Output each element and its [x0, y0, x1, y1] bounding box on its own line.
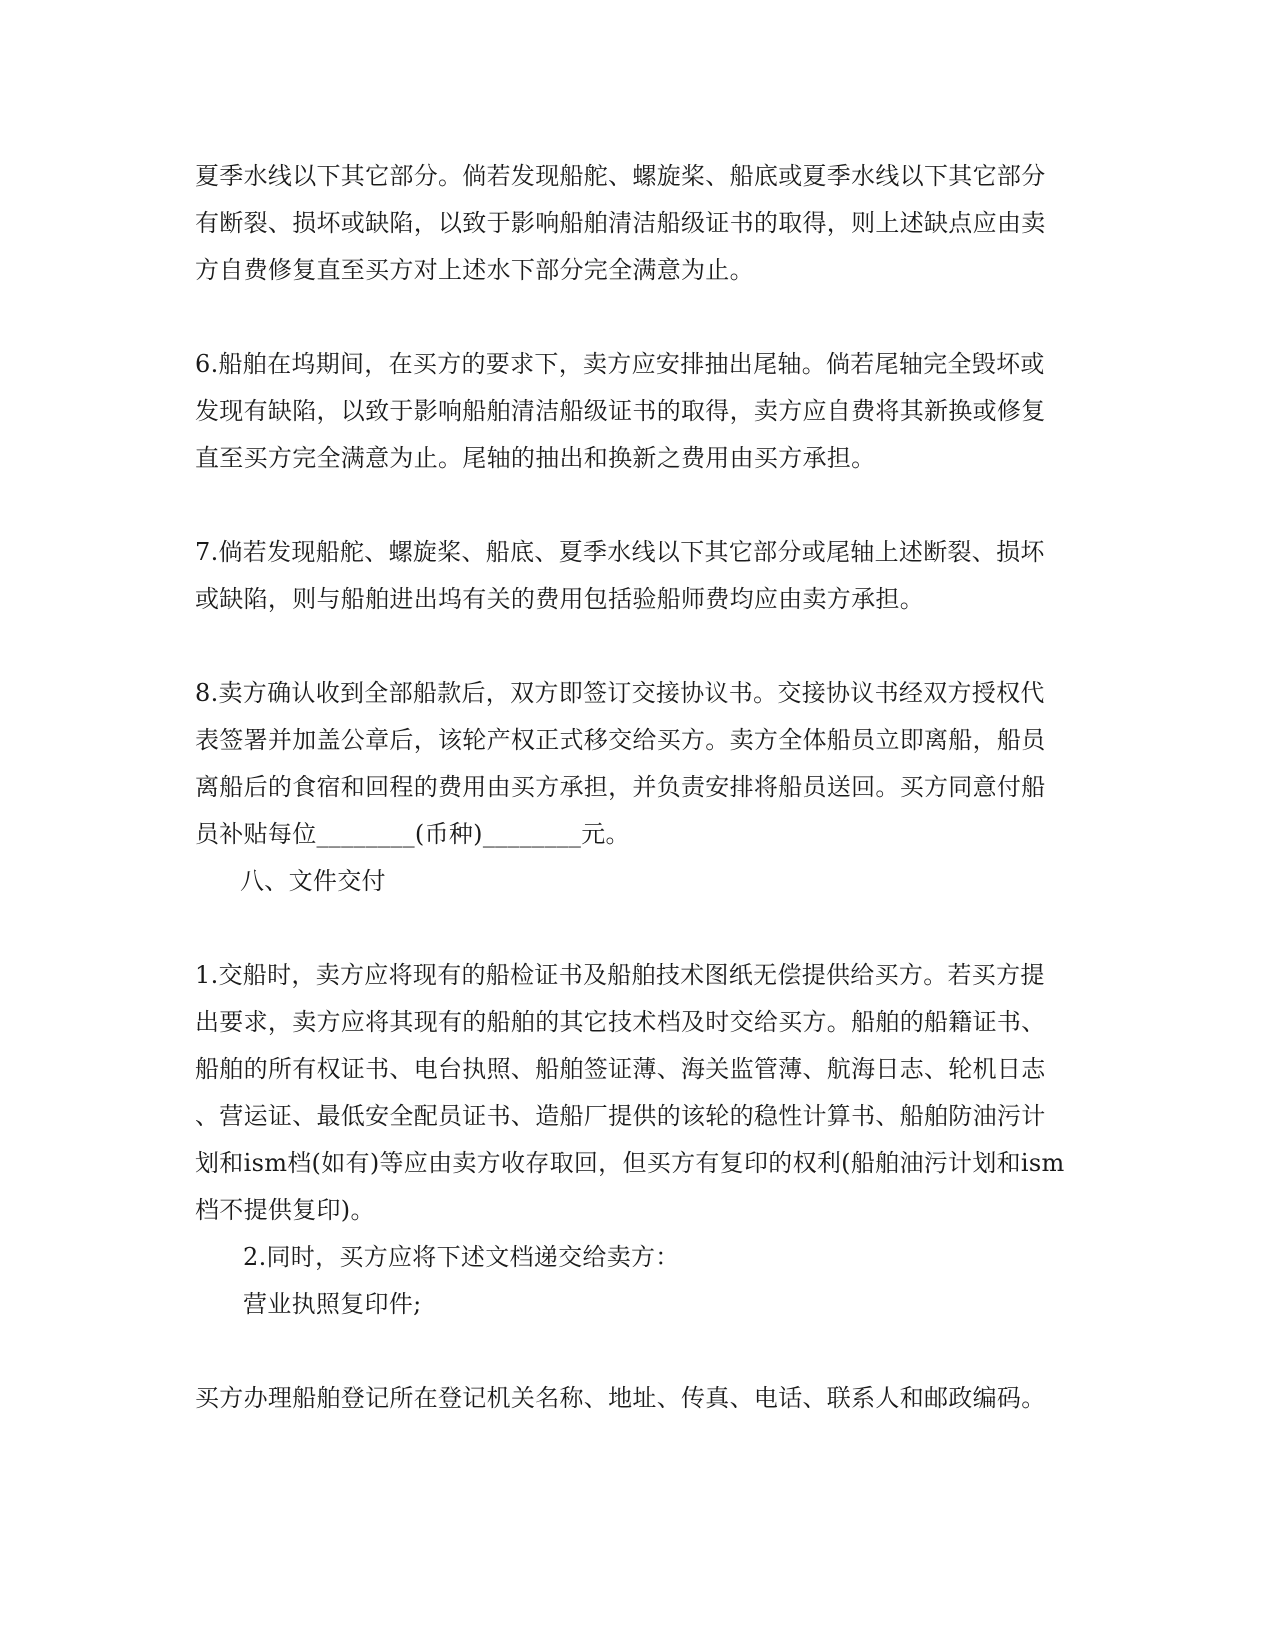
paragraph-line: 6.船舶在坞期间，在买方的要求下，卖方应安排抽出尾轴。倘若尾轴完全毁坏或	[195, 350, 1045, 378]
paragraph-line: 或缺陷，则与船舶进出坞有关的费用包括验船师费均应由卖方承担。	[195, 585, 924, 613]
paragraph-line: 有断裂、损坏或缺陷，以致于影响船舶清洁船级证书的取得，则上述缺点应由卖	[195, 209, 1046, 237]
paragraph-line: 档不提供复印)。	[195, 1196, 375, 1224]
paragraph-line: 直至买方完全满意为止。尾轴的抽出和换新之费用由买方承担。	[195, 444, 876, 472]
paragraph-line: 出要求，卖方应将其现有的船舶的其它技术档及时交给买方。船舶的船籍证书、	[195, 1008, 1046, 1036]
paragraph-line: 船舶的所有权证书、电台执照、船舶签证薄、海关监管薄、航海日志、轮机日志	[195, 1055, 1046, 1083]
paragraph-line: 营业执照复印件;	[243, 1290, 422, 1318]
paragraph-line: 7.倘若发现船舵、螺旋桨、船底、夏季水线以下其它部分或尾轴上述断裂、损坏	[195, 538, 1045, 566]
section-heading: 八、文件交付	[240, 867, 386, 895]
paragraph-line: 2.同时，买方应将下述文档递交给卖方：	[243, 1243, 680, 1271]
paragraph-line: 离船后的食宿和回程的费用由买方承担，并负责安排将船员送回。买方同意付船	[195, 773, 1046, 801]
paragraph-line: 8.卖方确认收到全部船款后，双方即签订交接协议书。交接协议书经双方授权代	[195, 679, 1045, 707]
paragraph-line: 划和ism档(如有)等应由卖方收存取回，但买方有复印的权利(船舶油污计划和ism	[195, 1149, 1065, 1177]
paragraph-line: 买方办理船舶登记所在登记机关名称、地址、传真、电话、联系人和邮政编码。	[195, 1384, 1046, 1412]
paragraph-line: 发现有缺陷，以致于影响船舶清洁船级证书的取得，卖方应自费将其新换或修复	[195, 397, 1046, 425]
paragraph-line: 员补贴每位________(币种)________元。	[195, 820, 630, 848]
paragraph-line: 1.交船时，卖方应将现有的船检证书及船舶技术图纸无偿提供给买方。若买方提	[195, 961, 1045, 989]
paragraph-line: 、营运证、最低安全配员证书、造船厂提供的该轮的稳性计算书、船舶防油污计	[195, 1102, 1046, 1130]
paragraph-line: 方自费修复直至买方对上述水下部分完全满意为止。	[195, 256, 754, 284]
paragraph-line: 表签署并加盖公章后，该轮产权正式移交给买方。卖方全体船员立即离船，船员	[195, 726, 1046, 754]
paragraph-line: 夏季水线以下其它部分。倘若发现船舵、螺旋桨、船底或夏季水线以下其它部分	[195, 162, 1046, 190]
